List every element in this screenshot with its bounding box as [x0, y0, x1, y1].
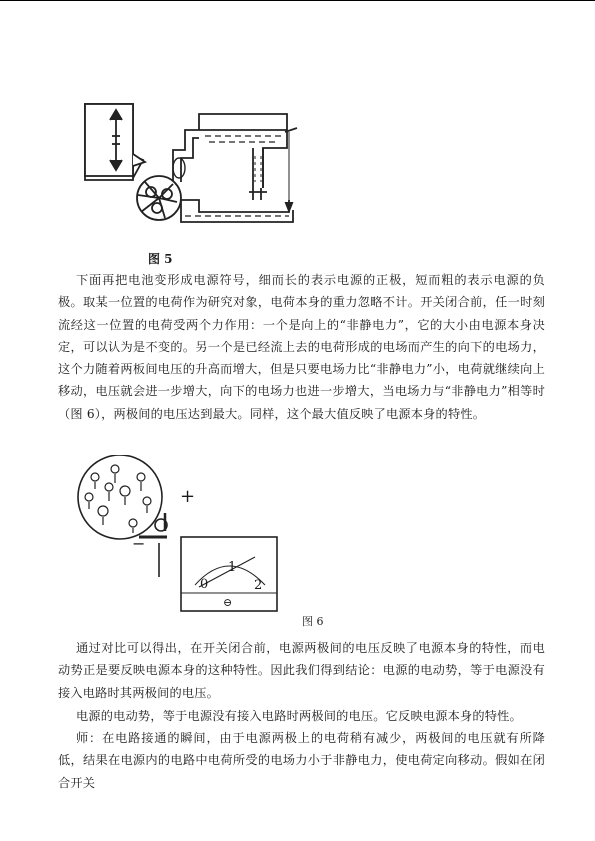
paragraph-4: 师：在电路接通的瞬间，由于电源两极上的电荷稍有减少，两极间的电压就有所降低，结果在电源内的电路中电荷所受的电场力小于非静电力，使电荷定向移动。假如在闭合开关	[58, 731, 545, 790]
figure-5-caption: 图 5	[148, 252, 173, 266]
figure-6-caption: 图 6	[302, 615, 324, 628]
meter-terminal-icon: ⊖	[223, 596, 233, 609]
figure-6-plus-sign: +	[180, 486, 196, 507]
paragraph-3: 电源的电动势，等于电源没有接入电路时两极间的电压。它反映电源本身的特性。	[76, 709, 522, 723]
meter-tick-1: 1	[228, 560, 237, 575]
meter-tick-2: 2	[254, 578, 263, 593]
paragraph-1: 下面再把电池变形成电源符号，细而长的表示电源的正极，短而粗的表示电源的负极。取某一位置的电荷作为研究对象，电荷本身的重力忽略不计。开关闭合前，任一时刻流经这一位置的电荷受两个力作用：一个是向上的“非静电力”，它的大小由电源本身决定，可以认为是不变的。另一个是已经流上去的电荷形成的电场而产生的向下的电场力，这个力随着两板间电压的升高而增大，但是只要电场力比“非静电力”小，电荷就继续向上移动，电压就会进一步增大，向下的电场力也进一步增大，当电场力与“非静电力”相等时（图 6），两极间的电压达到最大。同样，这个最大值反映了电源本身的特性。	[58, 273, 545, 421]
paragraph-2: 通过对比可以得出，在开关闭合前，电源两极间的电压反映了电源本身的特性，而电动势正是要反映电源本身的这种特性。因此我们得到结论：电源的电动势，等于电源没有接入电路时其两极间的电压。	[58, 641, 545, 700]
figure-6-minus-sign: −	[132, 534, 146, 553]
figure-5-illustration	[75, 100, 305, 248]
page-top-rule	[0, 0, 595, 1]
meter-tick-0: 0	[200, 577, 209, 592]
